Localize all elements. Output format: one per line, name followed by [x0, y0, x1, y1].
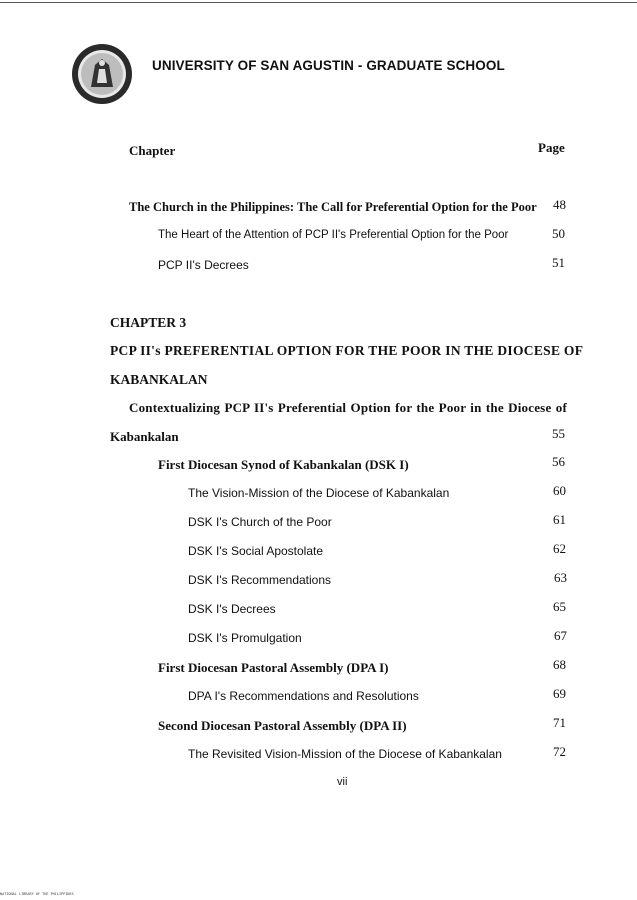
toc-page-67: 67 [554, 628, 567, 643]
chapter-column-label: Chapter [129, 143, 176, 158]
toc-entry-dsk-promulgation: DSK I's Promulgation [188, 631, 302, 645]
toc-entry-vision-mission: The Vision-Mission of the Diocese of Kabankalan [188, 486, 450, 500]
toc-page-68: 68 [553, 657, 566, 672]
toc-entry-dsk-social-apostolate: DSK I's Social Apostolate [188, 544, 324, 558]
page-column-label: Page [538, 140, 565, 155]
university-seal-icon [71, 43, 133, 105]
toc-page-63: 63 [554, 570, 567, 585]
chapter-3-label: CHAPTER 3 [110, 315, 187, 330]
toc-page-51: 51 [552, 255, 565, 270]
toc-entry-pcp-decrees: PCP II's Decrees [158, 258, 249, 272]
toc-entry-heart-attention: The Heart of the Attention of PCP II's Preferential Option for the Poor [158, 229, 509, 241]
toc-page-48: 48 [553, 197, 566, 212]
toc-entry-dpa-recommendations: DPA I's Recommendations and Resolutions [188, 689, 419, 703]
section-contextualizing-line2: Kabankalan [110, 429, 179, 444]
toc-entry-dpa-ii: Second Diocesan Pastoral Assembly (DPA II) [158, 718, 407, 733]
toc-page-55: 55 [552, 426, 565, 441]
toc-page-62: 62 [553, 541, 566, 556]
toc-page-71: 71 [553, 715, 566, 730]
toc-page-65: 65 [553, 599, 566, 614]
toc-entry-church-philippines: The Church in the Philippines: The Call for Preferential Option for the Poor [129, 200, 537, 214]
toc-page-56: 56 [552, 454, 565, 469]
toc-entry-revisited-vision-mission: The Revisited Vision-Mission of the Diocese of Kabankalan [188, 747, 502, 761]
toc-page-50: 50 [552, 226, 565, 241]
top-rule [0, 2, 637, 3]
toc-entry-dsk-church-poor: DSK I's Church of the Poor [188, 515, 332, 529]
toc-entry-dpa-i: First Diocesan Pastoral Assembly (DPA I) [158, 660, 389, 675]
chapter-3-title-line2: KABANKALAN [110, 372, 208, 387]
section-contextualizing-line1: Contextualizing PCP II's Preferential Option for the Poor in the Diocese of [129, 400, 567, 415]
footer-library-stamp: NATIONAL LIBRARY OF THE PHILIPPINES [0, 892, 74, 896]
toc-entry-dsk-decrees: DSK I's Decrees [188, 602, 276, 616]
university-header: UNIVERSITY OF SAN AGUSTIN - GRADUATE SCHOOL [152, 58, 505, 73]
toc-page-69: 69 [553, 686, 566, 701]
page-number: vii [337, 776, 348, 788]
toc-page-72: 72 [553, 744, 566, 759]
chapter-3-title-line1: PCP II's PREFERENTIAL OPTION FOR THE POOR IN THE DIOCESE OF [110, 343, 584, 358]
toc-entry-dsk-i: First Diocesan Synod of Kabankalan (DSK I) [158, 457, 409, 472]
toc-entry-dsk-recommendations: DSK I's Recommendations [188, 573, 332, 587]
toc-page-60: 60 [553, 483, 566, 498]
toc-page-61: 61 [553, 512, 566, 527]
